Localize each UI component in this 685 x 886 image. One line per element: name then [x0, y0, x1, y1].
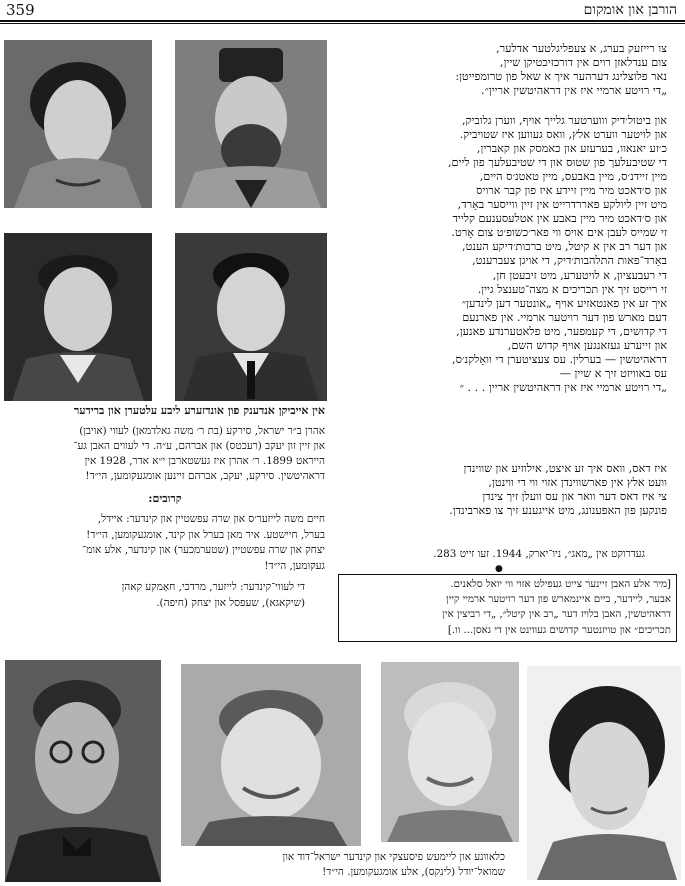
poem-line: כ׳זע יאנאוו, בערעזע און כאמסק און קאברין,	[476, 142, 667, 156]
family-line: און זיין זון יעקב (רעכטס) און אברהם, ע״ה. די לעווים האבן גע־	[73, 440, 325, 452]
poem-line: מיין זיידנ׳ס, מיין באבעס, מיין טאטנ׳ס היים,	[479, 170, 667, 184]
relatives-line: בערל, חיישטע. איר מאן בערל און קינד, אומגעקומען, הי״ד!	[86, 528, 325, 541]
photo-bottom-child-1	[181, 664, 361, 846]
poem-line: צו רייזעק בערג, א צעפליגלטער אדלער,	[496, 42, 667, 55]
poem-stanza-3	[347, 462, 667, 518]
levi-children-line: די לעווי־קינדער: לייזער, מרדכי, חאַמקע קאהן	[121, 581, 305, 593]
family-description	[3, 424, 325, 484]
poem-line: און ביטול׳דיק וווערטער גלייך אויף, ווערן גלוביק,	[461, 114, 667, 127]
poem-line: די שטיבעלעך פון שטוּס און די שטיבעלעך פון ליים,	[448, 156, 667, 170]
poem-line: די רעבעציון, א לויטערע, מיט זיבעטן חן,	[492, 268, 667, 282]
editor-note-line: אבער, ליידער, ביים איינמארש פון דער רויטער ארמיי קיין	[445, 594, 671, 606]
poem-line: וועט אלץ אין פארשווינדן אזוי ווי די ווינטן,	[488, 476, 667, 490]
relatives-line: חיים משה לייזער׳ס און שרה עפשטיין און קינדער: איידל,	[97, 513, 325, 525]
poem-line: זי שמייס לעבן אים אויס ווי פאר׳כשופ׳ט צום אָרט.	[451, 226, 667, 240]
section-bullet: ●	[495, 564, 503, 574]
photo-son-avraham	[4, 233, 152, 401]
family-line: הייראט 1899. ר׳ אהרן איז געשטארבן י״א אדר, 1928 אין	[84, 455, 325, 467]
levi-children-line: (שיקאגא), שעפסל און יצחק (חיפה).	[156, 596, 305, 609]
poem-stanza-2	[347, 114, 667, 395]
photo-mother	[4, 40, 152, 208]
poem-line: און זייערע געזאנגען אויף קדוש השם,	[507, 338, 667, 352]
header-rule-thin	[0, 23, 685, 24]
poem-line: „די רויטע ארמיי איז אין דראהיטשין אריין . . . ״	[459, 380, 667, 394]
bottom-caption	[175, 850, 505, 880]
relatives-heading: קרובים:	[148, 492, 182, 505]
poem-line: נאר פלוצלינג דערהער איך א שאל פון טרומפייטן:	[455, 70, 667, 84]
poem-line: באָרד־פאות התלהבות׳דיק, די אויגן צעברענט,	[472, 254, 667, 268]
photo-bottom-man	[5, 660, 161, 882]
poem-line: זי רייסט זיך אין תכריכים א מצה־טענצל גיין.	[477, 282, 667, 296]
photo-bottom-child-2	[381, 662, 519, 842]
poem-line: און ס׳דאכט מיר מיין זיידע איז פון קבר ארויס	[476, 184, 667, 198]
poem-line: די קדושים, די קעמפער, מיט פלאטערנדע פאנען,	[456, 324, 667, 338]
photo-bottom-woman	[527, 666, 681, 880]
relatives-list	[3, 512, 325, 574]
poem-stanza-1	[347, 42, 667, 98]
family-caption-title: אין אייביקן אנדענק פון אונדזערע ליבע עלטערן און ברידער	[73, 404, 325, 417]
editor-note-line: תכריכים״ און טויזנטער קדושים געווינט אין די גאסן... וו.]	[447, 624, 671, 636]
relatives-line: געקומען, הי״ד!	[264, 559, 325, 572]
poem-line: עס באוויזט זיך א שיין —	[559, 366, 667, 380]
bottom-caption-line: שמואל־יודל (לינקס), אלע אומגעקומען. הי״ד!	[322, 866, 505, 878]
bottom-caption-line: כלאוונע און ליימעש פיסעצקי און קינדער ישראל־דוד און	[282, 851, 505, 863]
poem-line: „די רויטע ארמיי איז אין דראהיטשין אריין״.	[481, 84, 667, 98]
poem-source: געדרוקט אין „מאג״, ניו־יארק, 1944. זעו זייט 283.	[433, 548, 645, 560]
photo-father	[175, 40, 327, 208]
editor-note-line: [מיר אלע האבן זיינער צייט געפילט אזוי ווי יואל סלאנים.	[450, 579, 671, 590]
relatives-line: יצחק און שרה עפשטיין (שטערמכער) און קינדער, אלע אומ־	[82, 544, 325, 556]
running-title: הורבן און אומקום	[583, 2, 677, 18]
poem-line: איז דאס, וואס איך זע איצט, אילוזיע און שווינדן	[463, 462, 667, 475]
poem-line: צי איז דאס דער וואר און עס וועלן זיך צינדן	[482, 490, 667, 504]
photo-son-yaakov	[175, 233, 327, 401]
levi-children	[5, 580, 305, 611]
poem-line: מיט זיין ליולקע פאררדרייט אין זיין ווייסער באָרד,	[457, 198, 667, 212]
poem-line: און לויטער ווערט אלץ, וואס געווען איז שטויביק.	[459, 128, 667, 142]
header-rule	[0, 20, 685, 22]
editor-note	[341, 577, 671, 638]
poem-line: דראהיטשין — בערלין. עס צעציטערן די וואָלקנ׳ס,	[452, 352, 667, 366]
family-line: אהרן ב״ר ישראל, סירקע (בת ר׳ משה גאלדמאן) לעווי (אויבן)	[79, 425, 325, 437]
poem-line: דעם מארש פון דער רויטער ארמיי. אין פארנעם	[462, 310, 667, 324]
poem-line: און דער רב אין א קיטל, מיט ברכות׳דיקע הענט,	[462, 240, 667, 254]
poem-line: און ס׳דאכט מיר מיין באבע אין אטלעסענעם קלייד	[452, 212, 667, 226]
family-line: דראהיטשין. סירקע, יעקב, אברהם זיינען אומגעקומען, הי״ד!	[85, 470, 325, 482]
poem-line: איך זע אין פאנטאזיע אויף „אונטער דען לינדען״	[461, 296, 667, 310]
page-number: 359	[6, 1, 35, 19]
poem-line: צום ענדלאזן רוים אין דורכזיכטיקן שיין,	[500, 56, 667, 70]
poem-line: פונקען פון האפענונג, מיט אייגענע זיך צו פארבינדן.	[449, 504, 667, 518]
editor-note-line: דראהיטשין, האבן בלויז דער „רב אין קיטל״, „די רביצין אין	[442, 609, 671, 621]
